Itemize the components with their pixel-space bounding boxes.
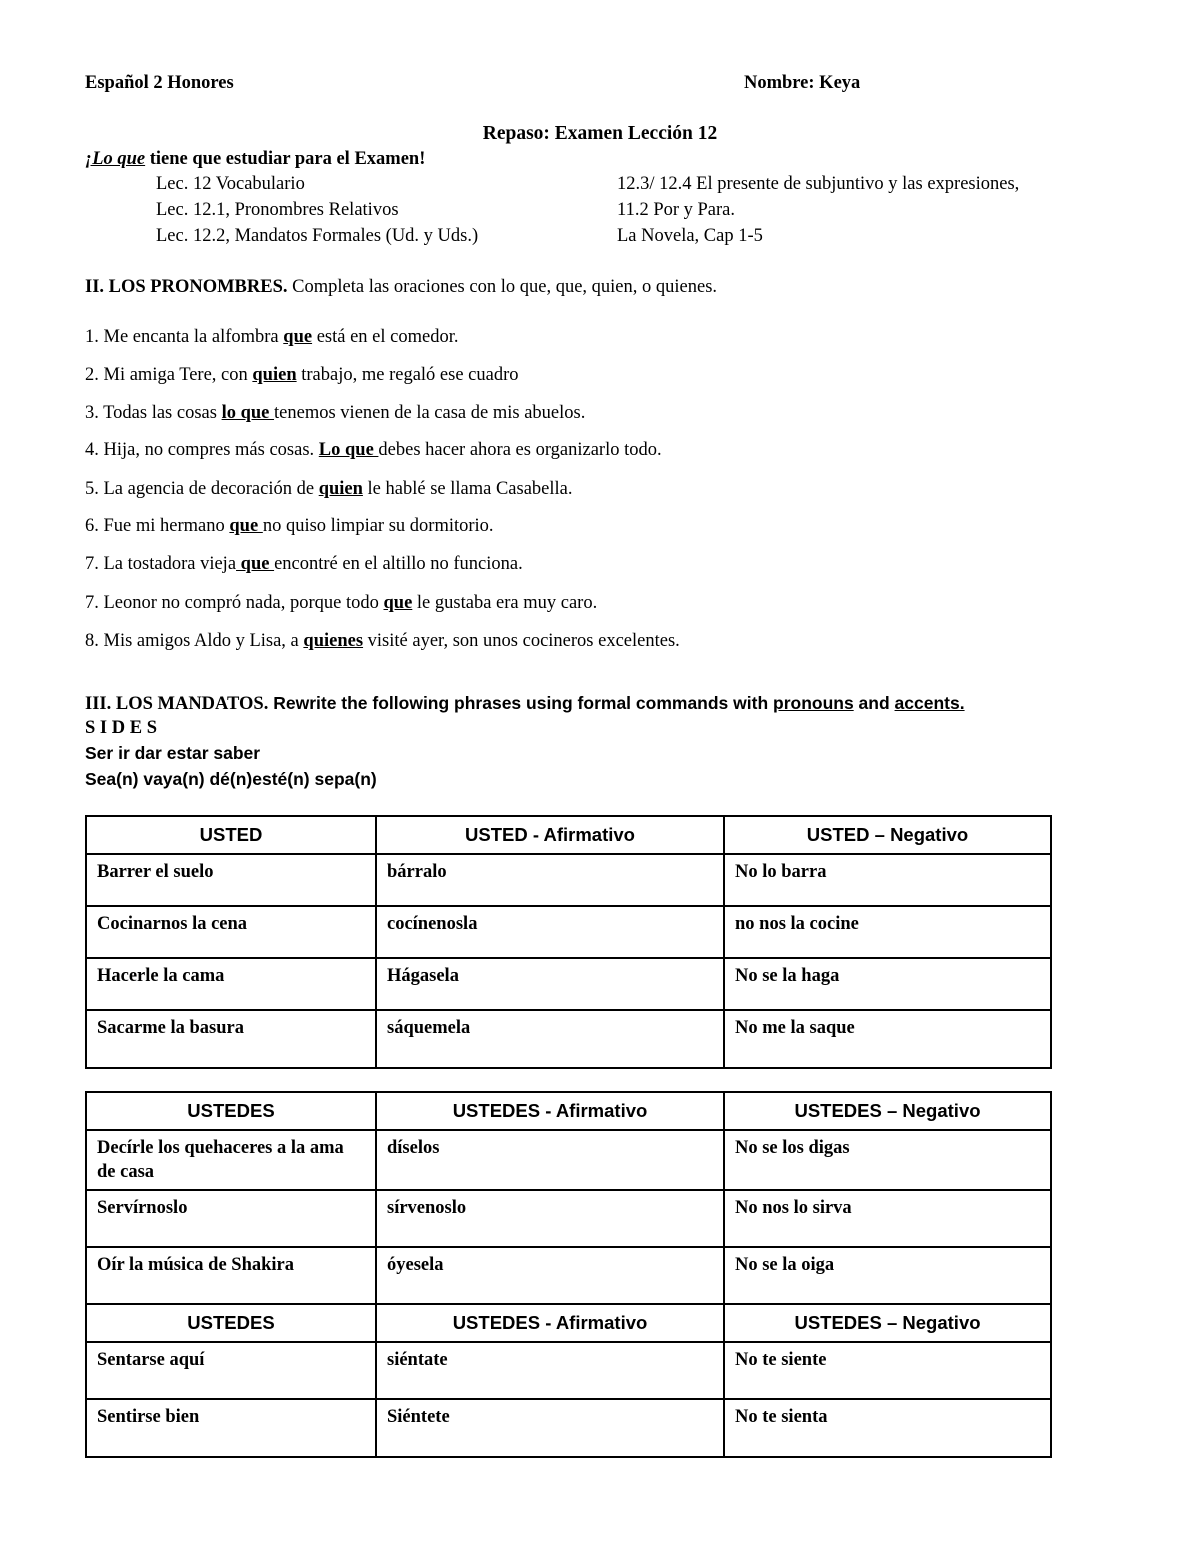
sentence-7b: 7. Leonor no compró nada, porque todo que le gustaba era muy caro. (85, 593, 598, 613)
topic-right-2: 11.2 Por y Para. (617, 200, 736, 220)
header-cell: USTEDES (86, 1092, 376, 1130)
table-cell: cocínenosla (376, 906, 724, 958)
sentence-6: 6. Fue mi hermano que no quiso limpiar su dormitorio. (85, 516, 494, 536)
table-cell: No se los digas (724, 1130, 1051, 1190)
table-row (86, 958, 1051, 1010)
header-cell: USTED - Afirmativo (376, 816, 724, 854)
table-cell: No se la haga (724, 958, 1051, 1010)
table-row (86, 854, 1051, 906)
sentence-4: 4. Hija, no compres más cosas. Lo que debes hacer ahora es organizarlo todo. (85, 440, 662, 460)
sides-acronym: S I D E S (85, 718, 157, 738)
topic-left-3: Lec. 12.2, Mandatos Formales (Ud. y Uds.) (156, 226, 479, 246)
answer-blank: quien (252, 365, 297, 385)
topic-left-1: Lec. 12 Vocabulario (156, 174, 305, 194)
answer-blank: quienes (303, 631, 364, 651)
header-cell: USTEDES - Afirmativo (376, 1092, 724, 1130)
table-cell: Sentirse bien (86, 1399, 376, 1457)
table-row (86, 1130, 1051, 1190)
section2-heading: II. LOS PRONOMBRES. (85, 277, 288, 297)
table-cell: Sentarse aquí (86, 1342, 376, 1399)
header-cell: USTEDES - Afirmativo (376, 1304, 724, 1342)
table-cell: Cocinarnos la cena (86, 906, 376, 958)
header-cell: USTED – Negativo (724, 816, 1051, 854)
sentence-1: 1. Me encanta la alfombra que está en el comedor. (85, 327, 459, 347)
header-cell: USTED (86, 816, 376, 854)
table-cell: Sacarme la basura (86, 1010, 376, 1068)
header-cell: USTEDES – Negativo (724, 1304, 1051, 1342)
irregular-verbs: Ser ir dar estar saber (85, 743, 261, 763)
table-cell: Decírle los quehaceres a la ama de casa (86, 1130, 376, 1190)
section2-instructions: Completa las oraciones con lo que, que, quien, o quienes. (287, 277, 718, 297)
table-row (86, 1247, 1051, 1304)
answer-blank: lo que (221, 403, 275, 423)
intro-underlined: ¡Lo que (85, 149, 146, 169)
topic-right-3: La Novela, Cap 1-5 (617, 226, 763, 246)
section3-heading: III. LOS MANDATOS. (85, 694, 269, 714)
table-row (86, 1010, 1051, 1068)
table-cell: No me la saque (724, 1010, 1051, 1068)
table-cell: No nos lo sirva (724, 1190, 1051, 1247)
table-row (86, 1342, 1051, 1399)
table-row (86, 1399, 1051, 1457)
page-title: Repaso: Examen Lección 12 (482, 123, 718, 144)
sentence-8: 8. Mis amigos Aldo y Lisa, a quienes visité ayer, son unos cocineros excelentes. (85, 631, 680, 651)
table-cell: Hágasela (376, 958, 724, 1010)
usted-commands-table (85, 815, 1052, 1069)
table-row (86, 1190, 1051, 1247)
sentence-5: 5. La agencia de decoración de quien le hablé se llama Casabella. (85, 479, 573, 499)
ustedes-commands-table (85, 1091, 1052, 1458)
table-cell: Siéntete (376, 1399, 724, 1457)
table-cell: díselos (376, 1130, 724, 1190)
table-cell: No lo barra (724, 854, 1051, 906)
table-cell: óyesela (376, 1247, 724, 1304)
intro-line (85, 149, 425, 170)
answer-blank: Lo que (318, 440, 379, 460)
table-header-row (86, 1304, 1051, 1342)
section3-heading-line: III. LOS MANDATOS. Rewrite the following phrases using formal commands with pronouns and accents. (85, 693, 965, 714)
answer-blank: que (229, 516, 263, 536)
header-cell: USTEDES – Negativo (724, 1092, 1051, 1130)
table-cell: Oír la música de Shakira (86, 1247, 376, 1304)
section3-instructions: Rewrite the following phrases using formal commands with (268, 693, 773, 713)
table-cell: siéntate (376, 1342, 724, 1399)
table-row (86, 906, 1051, 958)
intro-rest: tiene que estudiar para el Examen! (145, 149, 426, 169)
table-cell: Barrer el suelo (86, 854, 376, 906)
table-cell: bárralo (376, 854, 724, 906)
header-cell: USTEDES (86, 1304, 376, 1342)
student-name: Nombre: Keya (744, 73, 861, 93)
table-cell: Servírnoslo (86, 1190, 376, 1247)
accents-word: accents. (894, 693, 965, 713)
table-header-row (86, 816, 1051, 854)
pronouns-word: pronouns (773, 693, 854, 713)
answer-blank: que (236, 554, 275, 574)
table-cell: No te sienta (724, 1399, 1051, 1457)
sentence-3: 3. Todas las cosas lo que tenemos vienen de la casa de mis abuelos. (85, 403, 586, 423)
answer-blank: quien (318, 479, 363, 499)
table-cell: sáquemela (376, 1010, 724, 1068)
table-cell: No te siente (724, 1342, 1051, 1399)
table-cell: Hacerle la cama (86, 958, 376, 1010)
course-title: Español 2 Honores (85, 73, 234, 93)
sentence-7: 7. La tostadora vieja que encontré en el altillo no funciona. (85, 554, 523, 574)
answer-blank: que (383, 593, 413, 613)
table-cell: no nos la cocine (724, 906, 1051, 958)
topic-right-1: 12.3/ 12.4 El presente de subjuntivo y las expresiones, (617, 174, 1020, 194)
section2-heading-line (85, 277, 717, 298)
table-header-row (86, 1092, 1051, 1130)
topic-left-2: Lec. 12.1, Pronombres Relativos (156, 200, 399, 220)
table-cell: No se la oiga (724, 1247, 1051, 1304)
answer-blank: que (283, 327, 313, 347)
irregular-forms: Sea(n) vaya(n) dé(n)esté(n) sepa(n) (85, 769, 377, 789)
table-cell: sírvenoslo (376, 1190, 724, 1247)
sentence-2: 2. Mi amiga Tere, con quien trabajo, me regaló ese cuadro (85, 365, 519, 385)
